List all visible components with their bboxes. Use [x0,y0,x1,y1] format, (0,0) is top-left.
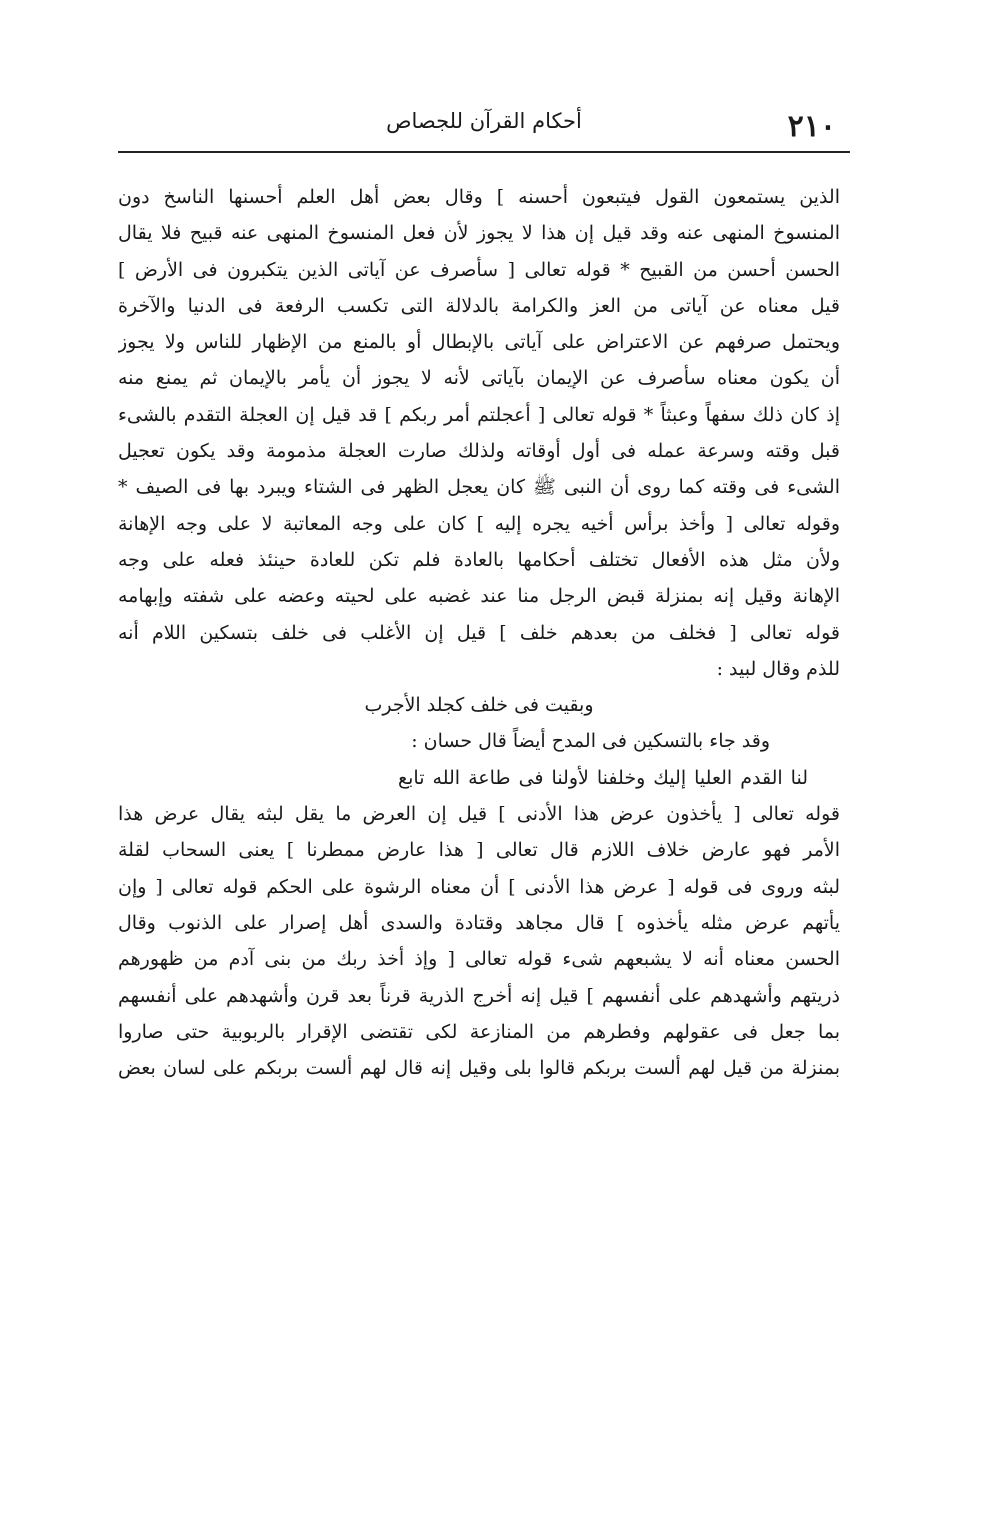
text-line: أن يكون معناه سأصرف عن الإيمان بآياتى لأنه لا يجوز أن يأمر بالإيمان ثم يمنع منه [118,367,840,390]
page-header [118,103,850,147]
text-line: بمنزلة من قيل لهم ألست بربكم قالوا بلى وقيل إنه قال لهم ألست بربكم على لسان بعض [118,1057,840,1080]
body-text [118,179,840,1086]
text-line: ذريتهم وأشهدهم على أنفسهم ] قيل إنه أخرج الذرية قرناً بعد قرن وأشهدهم على أنفسهم [118,984,840,1007]
header-rule [118,151,850,153]
verse-line: لنا القدم العليا إليك وخلفنا لأولنا فى طاعة الله تابع [398,766,808,789]
text-line: المنسوخ المنهى عنه وقد قيل إن هذا لا يجوز لأن فعل المنسوخ المنهى عنه قبيح فلا يقال [118,222,840,245]
text-line: الحسن أحسن من القبيح * قوله تعالى [ سأصرف عن آياتى الذين يتكبرون فى الأرض ] [118,258,840,281]
text-line: بما جعل فى عقولهم وفطرهم من المنازعة لكى تقتضى الإقرار بالربوبية حتى صاروا [118,1020,840,1043]
text-line: ولأن مثل هذه الأفعال تختلف أحكامها بالعادة فلم تكن للعادة حينئذ فعله على وجه [118,548,840,571]
verse-line: وبقيت فى خلف كجلد الأجرب [364,694,594,717]
text-line: قوله تعالى [ فخلف من بعدهم خلف ] قيل إن الأغلب فى خلف بتسكين اللام أنه [118,621,840,644]
text-line: قيل معناه عن آياتى من العز والكرامة بالدلالة التى تكسب الرفعة فى الدنيا والآخرة [118,294,840,317]
text-line: للذم وقال لبيد : [716,657,840,680]
text-line: ويحتمل صرفهم عن الاعتراض على آياتى بالإبطال أو بالمنع من الإظهار للناس ولا يجوز [118,331,840,354]
text-line: الإهانة وقيل إنه بمنزلة قبض الرجل منا عند غضبه على لحيته وعضه على شفته وإبهامه [118,585,840,608]
text-line: قبل وقته وسرعة عمله فى أول أوقاته ولذلك صارت العجلة مذمومة وقد يكون تعجيل [118,440,840,463]
text-line: وقوله تعالى [ وأخذ برأس أخيه يجره إليه ] كان على وجه المعاتبة لا على وجه الإهانة [118,512,840,535]
text-line: لبثه وروى فى قوله [ عرض هذا الأدنى ] أن معناه الرشوة على الحكم قوله تعالى [ وإن [118,875,840,898]
text-line: وقد جاء بالتسكين فى المدح أيضاً قال حسان : [411,730,770,753]
page-number: ٢١٠ [787,109,836,144]
text-line: قوله تعالى [ يأخذون عرض هذا الأدنى ] قيل إن العرض ما يقل لبثه يقال عرض هذا [118,803,840,826]
text-line: الذين يستمعون القول فيتبعون أحسنه ] وقال بعض أهل العلم أحسنها الناسخ دون [118,186,840,208]
text-line: إذ كان ذلك سفهاً وعبثاً * قوله تعالى [ أعجلتم أمر ربكم ] قد قيل إن العجلة التقدم بالشىء [118,403,840,426]
running-title: أحكام القرآن للجصاص [386,109,582,133]
text-line: الأمر فهو عارض خلاف اللازم قال تعالى [ هذا عارض ممطرنا ] يعنى السحاب لقلة [118,839,840,862]
text-line: الشىء فى وقته كما روى أن النبى ﷺ كان يعجل الظهر فى الشتاء ويبرد بها فى الصيف * [118,476,840,499]
text-line: يأتهم عرض مثله يأخذوه ] قال مجاهد وقتادة والسدى أهل إصرار على الذنوب وقال [118,911,840,934]
text-line: الحسن معناه أنه لا يشبعهم شىء قوله تعالى [ وإذ أخذ ربك من بنى آدم من ظهورهم [118,948,840,971]
